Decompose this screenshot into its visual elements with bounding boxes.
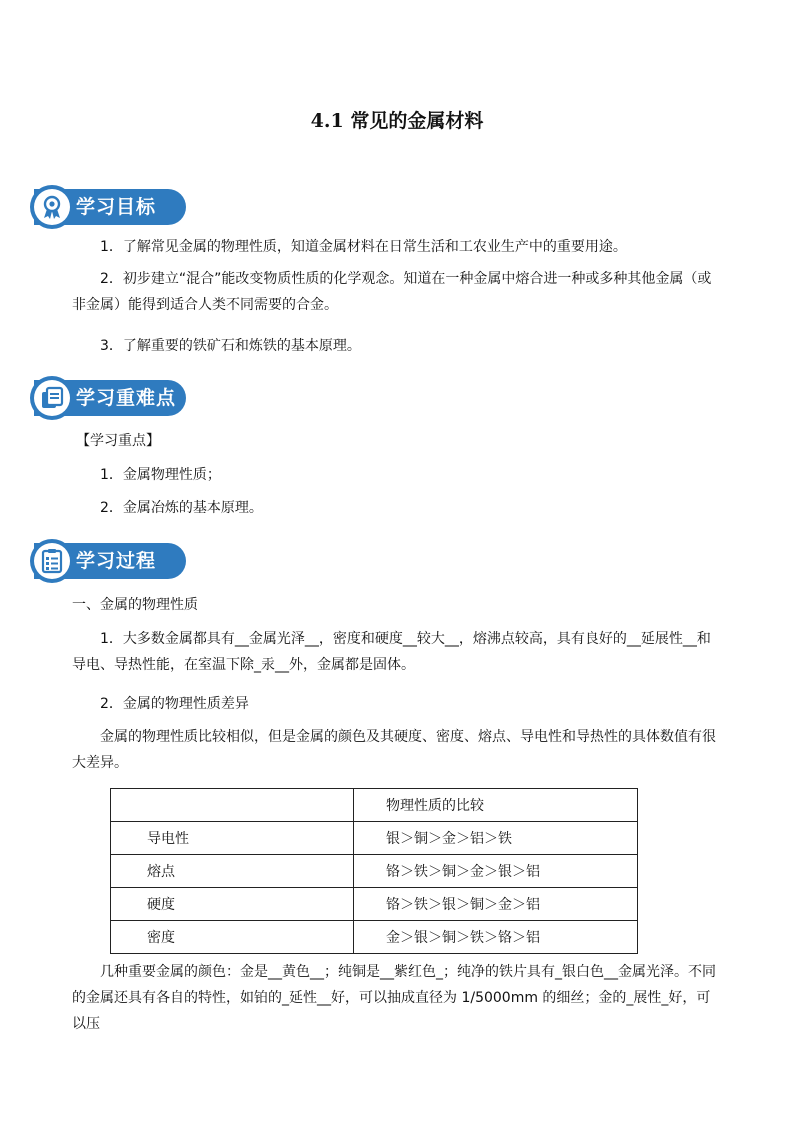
table-row	[111, 822, 638, 855]
table-row	[111, 855, 638, 888]
goal-2: 2．初步建立“混合”能改变物质性质的化学观念。知道在一种金属中熔合进一种或多种其他金属（或非金属）能得到适合人类不同需要的合金。	[72, 271, 712, 313]
table-cell-property: 硬度	[111, 888, 354, 921]
property-comparison-table	[110, 788, 638, 954]
banner-key-points	[30, 376, 186, 420]
paragraph-1: 1．大多数金属都具有__金属光泽__，密度和硬度__较大__，熔沸点较高，具有良好的__延展性__和导电、导热性能，在室温下除_汞__外，金属都是固体。	[72, 631, 711, 673]
documents-icon	[38, 384, 66, 412]
paragraph-3: 金属的物理性质比较相似，但是金属的颜色及其硬度、密度、熔点、导电性和导热性的具体数值有很大差异。	[72, 729, 716, 771]
banner-process	[30, 539, 186, 583]
table-cell-order: 铬＞铁＞铜＞金＞银＞铝	[354, 855, 638, 888]
table-cell-order: 铬＞铁＞银＞铜＞金＞铝	[354, 888, 638, 921]
paragraph-4: 几种重要金属的颜色：金是__黄色__；纯铜是__紫红色_；纯净的铁片具有_银白色__金属光泽。不同的金属还具有各自的特性，如铂的_延性__好，可以抽成直径为 1/5000mm 的细丝；金的_展性_好，可以压	[72, 964, 716, 1032]
banner-process-label: 学习过程	[76, 550, 157, 572]
table-header-row	[111, 789, 638, 822]
banner-goals-label: 学习目标	[76, 196, 157, 218]
award-ribbon-icon	[38, 193, 66, 221]
key-point-1: 1．金属物理性质；	[100, 467, 221, 483]
section-heading-1: 一、金属的物理性质	[72, 597, 198, 613]
page-title: 4.1 常见的金属材料	[310, 110, 484, 132]
table-header-cell: 物理性质的比较	[354, 789, 638, 822]
banner-goals	[30, 185, 186, 229]
key-points-heading: 【学习重点】	[76, 433, 160, 449]
goal-1: 1．了解常见金属的物理性质，知道金属材料在日常生活和工农业生产中的重要用途。	[100, 239, 627, 255]
table-cell-order: 金＞银＞铜＞铁＞铬＞铝	[354, 921, 638, 954]
table-cell-property: 导电性	[111, 822, 354, 855]
key-point-2: 2．金属冶炼的基本原理。	[100, 500, 263, 516]
goal-3: 3．了解重要的铁矿石和炼铁的基本原理。	[100, 338, 361, 354]
table-cell-property: 密度	[111, 921, 354, 954]
table-cell-property: 熔点	[111, 855, 354, 888]
banner-key-points-label: 学习重难点	[76, 387, 177, 409]
table-row	[111, 888, 638, 921]
table-header-cell	[111, 789, 354, 822]
table-row	[111, 921, 638, 954]
checklist-icon	[38, 547, 66, 575]
paragraph-2: 2．金属的物理性质差异	[100, 696, 249, 712]
table-cell-order: 银＞铜＞金＞铝＞铁	[354, 822, 638, 855]
